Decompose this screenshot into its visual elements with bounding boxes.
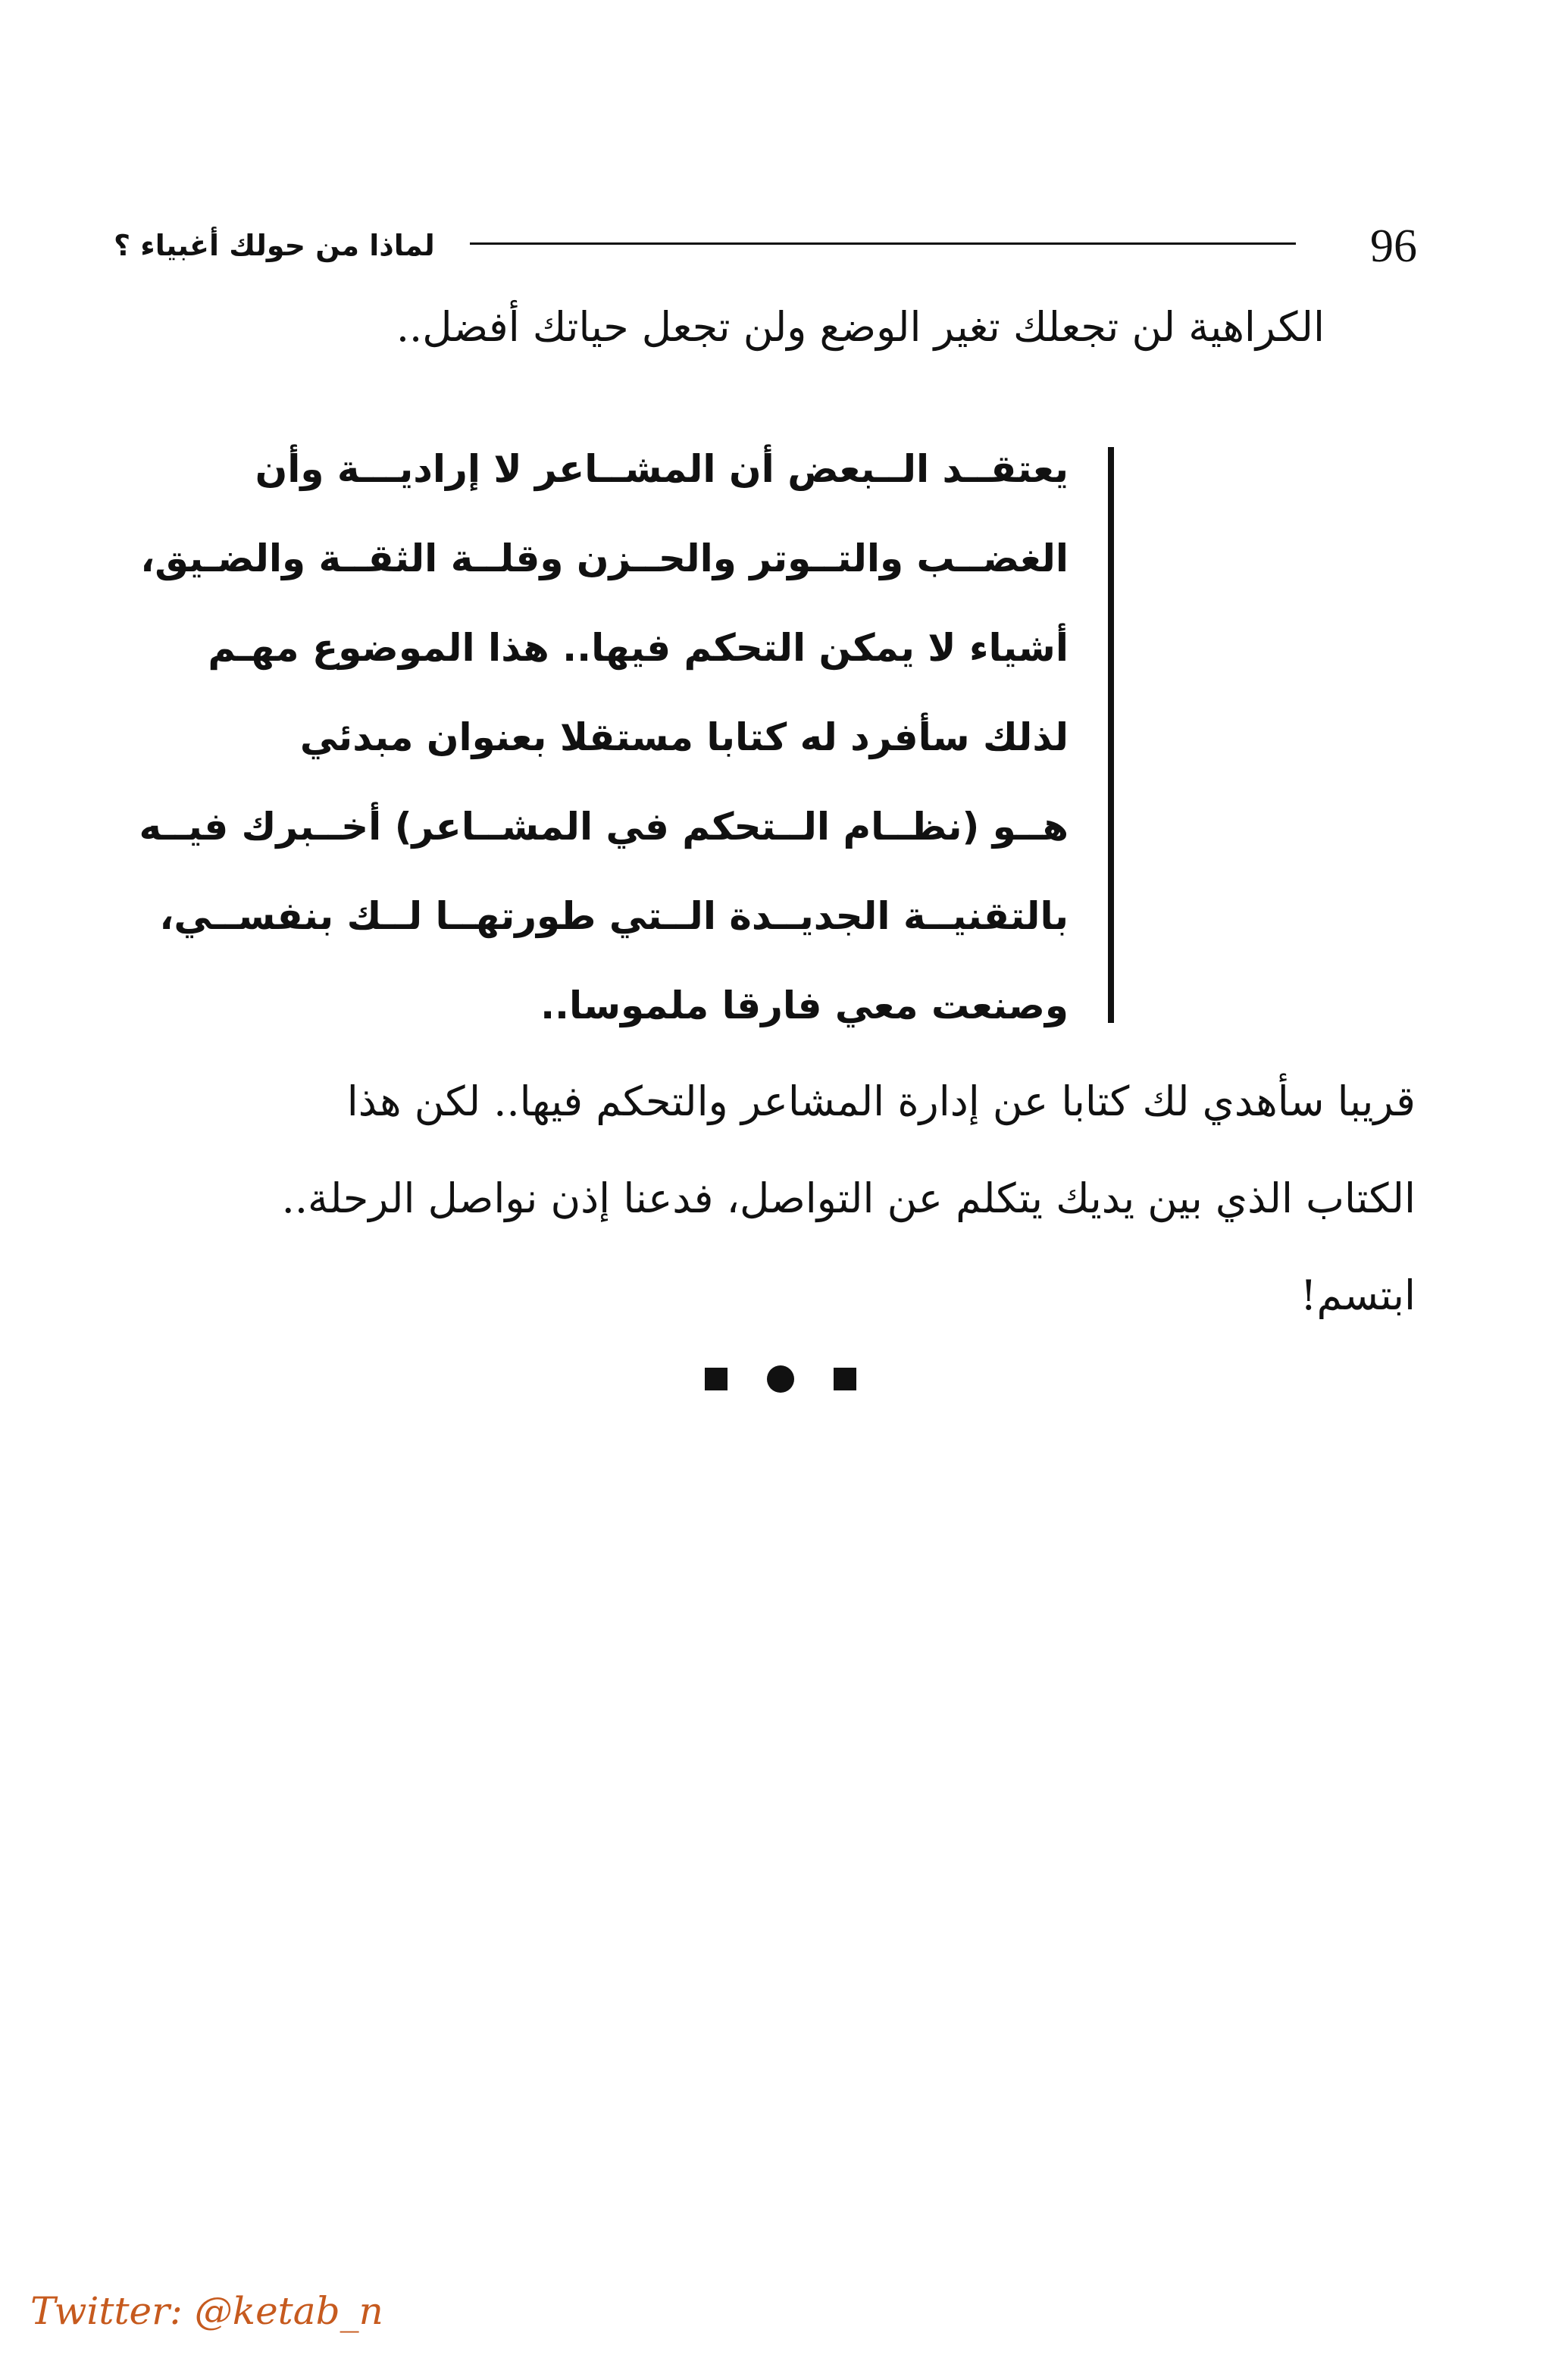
outro-line: الكتاب الذي بين يديك يتكلم عن التواصل، فدعنا إذن نواصل الرحلة.. (281, 1174, 1416, 1222)
ornament-dot-icon (767, 1365, 794, 1393)
callout-box (114, 424, 1114, 1038)
header-rule (470, 242, 1296, 245)
callout-line: وصنعت معي فارقا ملموسا.. (540, 984, 1069, 1027)
callout-line: يعتقــد الــبعض أن المشــاعر لا إراديـــة وأن (255, 447, 1069, 491)
intro-paragraph (396, 289, 1325, 365)
page-header (114, 212, 1417, 280)
callout-line: هــو (نظــام الــتحكم في المشــاعر) أخــبرك فيــه (139, 805, 1069, 849)
twitter-watermark: Twitter: @ketab_n (30, 2289, 383, 2333)
outro-paragraph (282, 1053, 1416, 1344)
running-title: لماذا من حولك أغبياء ؟ (114, 229, 435, 262)
callout-line: الغضــب والتــوتر والحــزن وقلــة الثقــة والضـيق، (140, 536, 1069, 580)
callout-line: بالتقنيــة الجديــدة الــتي طورتهــا لــك بنفســي، (159, 894, 1069, 938)
callout-line: لذلك سأفرد له كتابا مستقلا بعنوان مبدئي (299, 715, 1069, 759)
section-end-ornament (705, 1364, 856, 1394)
ornament-square-icon (705, 1368, 728, 1390)
callout-bar (1108, 447, 1114, 1023)
intro-line: الكراهية لن تجعلك تغير الوضع ولن تجعل حياتك أفضل.. (396, 303, 1325, 351)
outro-line: ابتسم! (1300, 1271, 1416, 1319)
page-number: 96 (1370, 220, 1417, 272)
callout-text (139, 424, 1069, 1050)
callout-line: أشياء لا يمكن التحكم فيها.. هذا الموضوع مهـم (208, 626, 1069, 670)
ornament-square-icon (834, 1368, 856, 1390)
outro-line: قريبا سأهدي لك كتابا عن إدارة المشاعر والتحكم فيها.. لكن هذا (346, 1077, 1416, 1125)
